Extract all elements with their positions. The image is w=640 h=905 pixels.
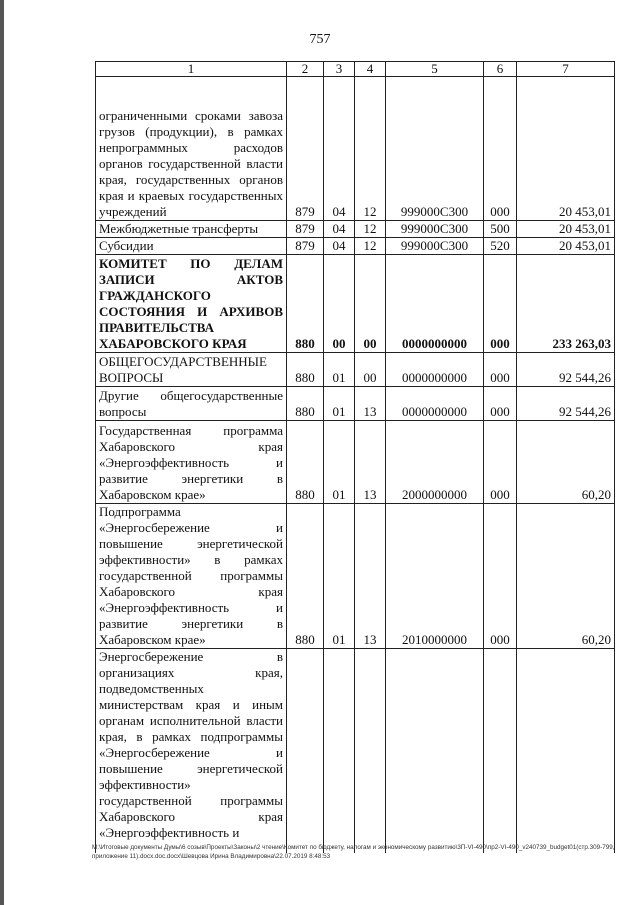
row-vr: 000	[484, 255, 517, 353]
table-header-row	[96, 62, 615, 77]
row-sum: 60,20	[517, 504, 615, 649]
table-row	[96, 649, 615, 853]
row-sum: 20 453,01	[517, 238, 615, 255]
row-pr: 00	[355, 353, 386, 387]
row-sum: 92 544,26	[517, 387, 615, 421]
row-vr: 000	[484, 77, 517, 221]
row-name: ограниченными сроками завоза грузов (продукции), в рамках непрограммных расходов органов государственной власти края, государственных органов края и краевых государственных учреждений	[96, 77, 287, 221]
row-grbs: 879	[287, 77, 324, 221]
row-csr	[386, 649, 484, 853]
row-vr: 000	[484, 353, 517, 387]
row-name: Другие общегосударственные вопросы	[96, 387, 287, 421]
row-vr: 000	[484, 421, 517, 504]
footer-file-path: M:\Итоговые документы Думы\6 созыв\Проекты\Законы\2 чтение\Комитет по бюджету, налогам и экономическому развитию\3П-VI-490\пр2-VI-490_v240739_budget01(стр.309-799, приложение 11).docx.doc.docx\Шевцова Ирина Владимировна\22.07.2019 8:48:53	[92, 844, 615, 860]
row-rz: 00	[324, 255, 355, 353]
row-pr: 13	[355, 421, 386, 504]
row-csr: 0000000000	[386, 353, 484, 387]
row-grbs: 880	[287, 504, 324, 649]
row-rz: 01	[324, 387, 355, 421]
row-grbs: 880	[287, 353, 324, 387]
row-csr: 0000000000	[386, 387, 484, 421]
row-sum	[517, 649, 615, 853]
row-grbs: 880	[287, 387, 324, 421]
row-rz: 04	[324, 238, 355, 255]
row-csr: 999000С300	[386, 77, 484, 221]
row-grbs: 880	[287, 255, 324, 353]
row-vr: 500	[484, 221, 517, 238]
row-grbs: 879	[287, 221, 324, 238]
row-rz: 01	[324, 504, 355, 649]
row-pr	[355, 649, 386, 853]
row-rz	[324, 649, 355, 853]
table-row	[96, 238, 615, 255]
row-pr: 00	[355, 255, 386, 353]
row-name: Субсидии	[96, 238, 287, 255]
row-sum: 20 453,01	[517, 77, 615, 221]
scan-edge	[0, 0, 4, 905]
row-csr: 0000000000	[386, 255, 484, 353]
table-row	[96, 504, 615, 649]
header-col-6: 6	[484, 62, 517, 77]
header-col-4: 4	[355, 62, 386, 77]
row-grbs	[287, 649, 324, 853]
budget-table	[95, 61, 615, 853]
row-rz: 04	[324, 221, 355, 238]
row-vr	[484, 649, 517, 853]
row-pr: 12	[355, 221, 386, 238]
row-grbs: 879	[287, 238, 324, 255]
row-vr: 000	[484, 387, 517, 421]
table-row	[96, 353, 615, 387]
row-name: Энергосбережение в организациях края, подведомственных министерствам края и иным органам исполнительной власти края, в рамках подпрограммы «Энергосбережение и повышение энергетической эффективности» государственной программы Хабаровского края «Энергоэффективность и	[96, 649, 287, 853]
row-rz: 01	[324, 353, 355, 387]
header-col-2: 2	[287, 62, 324, 77]
header-col-5: 5	[386, 62, 484, 77]
table-row	[96, 387, 615, 421]
row-pr: 12	[355, 238, 386, 255]
row-sum: 92 544,26	[517, 353, 615, 387]
row-csr: 2010000000	[386, 504, 484, 649]
row-rz: 04	[324, 77, 355, 221]
row-name: Подпрограмма «Энергосбережение и повышение энергетической эффективности» в рамках государственной программы Хабаровского края «Энергоэффективность и развитие энергетики в Хабаровском крае»	[96, 504, 287, 649]
row-sum: 20 453,01	[517, 221, 615, 238]
row-pr: 13	[355, 504, 386, 649]
row-pr: 13	[355, 387, 386, 421]
row-rz: 01	[324, 421, 355, 504]
row-name: КОМИТЕТ ПО ДЕЛАМ ЗАПИСИ АКТОВ ГРАЖДАНСКОГО СОСТОЯНИЯ И АРХИВОВ ПРАВИТЕЛЬСТВА ХАБАРОВСКОГО КРАЯ	[96, 255, 287, 353]
row-csr: 999000С300	[386, 221, 484, 238]
row-name: Межбюджетные трансферты	[96, 221, 287, 238]
row-csr: 2000000000	[386, 421, 484, 504]
header-col-3: 3	[324, 62, 355, 77]
row-vr: 000	[484, 504, 517, 649]
table-row	[96, 77, 615, 221]
row-name: Государственная программа Хабаровского края «Энергоэффективность и развитие энергетики в Хабаровском крае»	[96, 421, 287, 504]
row-pr: 12	[355, 77, 386, 221]
row-sum: 233 263,03	[517, 255, 615, 353]
row-sum: 60,20	[517, 421, 615, 504]
table-row	[96, 221, 615, 238]
row-csr: 999000С300	[386, 238, 484, 255]
row-name: ОБЩЕГОСУДАРСТВЕННЫЕ ВОПРОСЫ	[96, 353, 287, 387]
table-row	[96, 421, 615, 504]
row-vr: 520	[484, 238, 517, 255]
row-grbs: 880	[287, 421, 324, 504]
page-number: 757	[309, 32, 331, 47]
table-row-committee	[96, 255, 615, 353]
header-col-7: 7	[517, 62, 615, 77]
header-col-1: 1	[96, 62, 287, 77]
